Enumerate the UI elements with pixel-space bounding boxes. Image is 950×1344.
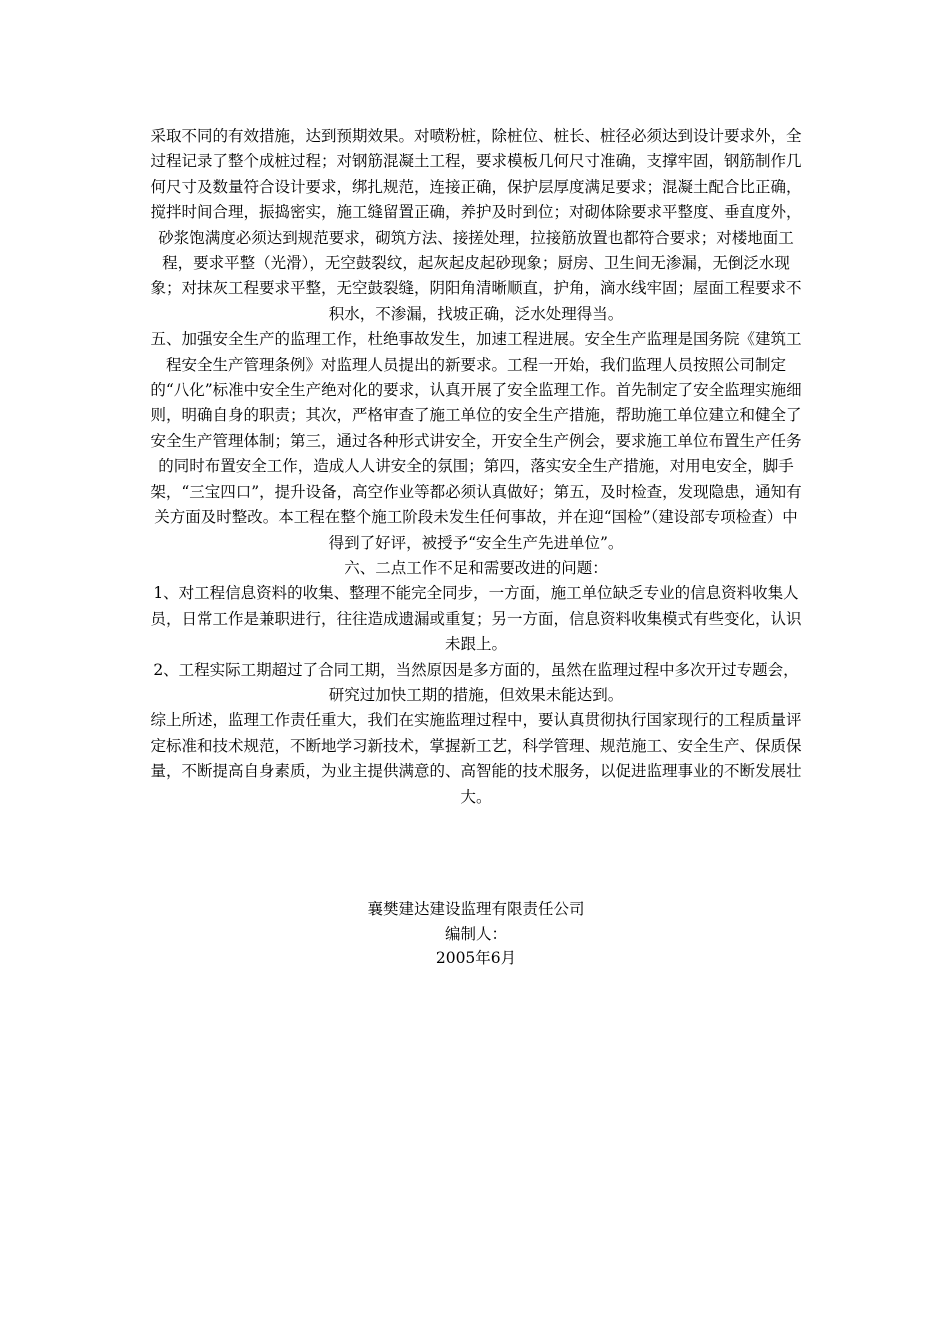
- section-heading-shortcomings: 六、二点工作不足和需要改进的问题：: [344, 558, 608, 577]
- author-label: 编制人：: [444, 924, 507, 943]
- paragraph-conclusion: 综上所述，监理工作责任重大，我们在实施监理过程中，要认真贯彻执行国家现行的工程质量评定标准和技术规范，不断地学习新技术，掌握新工艺，科学管理、规范施工、安全生产、保质保量，不断提高自身素质，为业主提供满意的、高智能的技术服务，以促进监理事业的不断发展壮大。: [150, 711, 802, 806]
- paragraph-issue-1: 1、对工程信息资料的收集、整理不能完全同步，一方面，施工单位缺乏专业的信息资料收集人员，日常工作是兼职进行，往往造成遗漏或重复；另一方面，信息资料收集模式有些变化，认识未跟上。: [150, 584, 802, 654]
- document-body: [149, 124, 803, 810]
- document-date: 2005年6月: [435, 949, 517, 967]
- company-name: 襄樊建达建设监理有限责任公司: [367, 900, 585, 918]
- paragraph-issue-2: 2、工程实际工期超过了合同工期，当然原因是多方面的，虽然在监理过程中多次开过专题会，研究过加快工期的措施，但效果未能达到。: [153, 660, 799, 704]
- paragraph-quality-control: 采取不同的有效措施，达到预期效果。对喷粉桩，除桩位、桩长、桩径必须达到设计要求外，全过程记录了整个成桩过程；对钢筋混凝土工程，要求模板几何尺寸准确，支撑牢固，钢筋制作几何尺寸及数量符合设计要求，绑扎规范，连接正确，保护层厚度满足要求；混凝土配合比正确，搅拌时间合理，振捣密实，施工缝留置正确，养护及时到位；对砌体除要求平整度、垂直度外，砂浆饱满度必须达到规范要求，砌筑方法、接搓处理，拉接筋放置也都符合要求；对楼地面工程，要求平整（光滑），无空鼓裂纹，起灰起皮起砂现象；厨房、卫生间无渗漏，无倒泛水现象；对抹灰工程要求平整，无空鼓裂缝，阴阳角清晰顺直，护角，滴水线牢固；屋面工程要求不积水，不渗漏，找坡正确，泛水处理得当。: [150, 127, 802, 323]
- signature-block: [149, 897, 803, 971]
- paragraph-safety-supervision: 五、加强安全生产的监理工作，杜绝事故发生，加速工程进展。安全生产监理是国务院《建筑工程安全生产管理条例》对监理人员提出的新要求。工程一开始，我们监理人员按照公司制定的“八化”标准中安全生产绝对化的要求，认真开展了安全监理工作。首先制定了安全监理实施细则，明确自身的职责；其次，严格审查了施工单位的安全生产措施，帮助施工单位建立和健全了安全生产管理体制；第三，通过各种形式讲安全，开安全生产例会，要求施工单位布置生产任务的同时布置安全工作，造成人人讲安全的氛围；第四，落实安全生产措施，对用电安全，脚手架，“三宝四口”，提升设备，高空作业等都必须认真做好；第五，及时检查，发现隐患，通知有关方面及时整改。本工程在整个施工阶段未发生任何事故，并在迎“国检”（建设部专项检查）中得到了好评，被授予“安全生产先进单位”。: [150, 330, 802, 552]
